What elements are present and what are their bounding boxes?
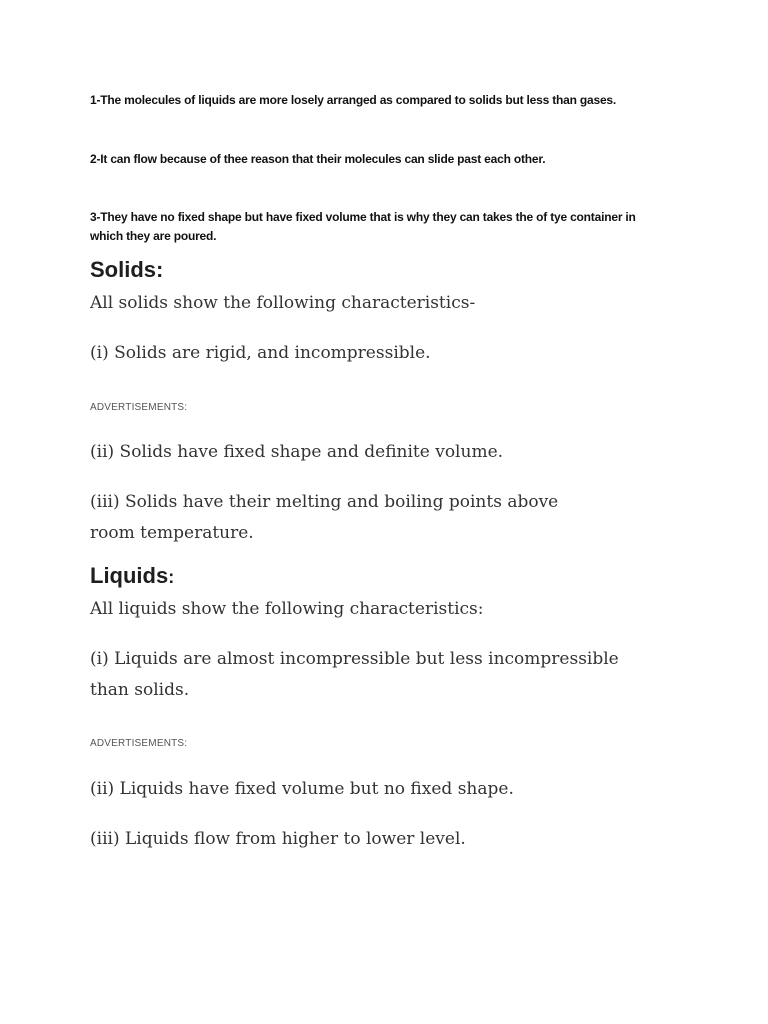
liquids-point-3: (iii) Liquids flow from higher to lower level.: [90, 829, 466, 849]
advertisement-label: ADVERTISEMENTS:: [90, 402, 188, 413]
liquids-point-1: (i) Liquids are almost incompressible but less incompressible than solids.: [90, 649, 619, 700]
note-3: 3-They have no fixed shape but have fixed volume that is why they can takes the of tye container in which they are poured.: [90, 210, 636, 243]
liquids-heading-text: Liquids: [90, 563, 169, 588]
liquids-heading-colon: :: [168, 567, 175, 587]
liquids-point-2: (ii) Liquids have fixed volume but no fixed shape.: [90, 779, 514, 799]
solids-point-2: (ii) Solids have fixed shape and definite volume.: [90, 442, 504, 462]
note-1: 1-The molecules of liquids are more losely arranged as compared to solids but less than gases.: [90, 93, 617, 107]
note-2: 2-It can flow because of thee reason that their molecules can slide past each other.: [90, 152, 546, 166]
solids-intro: All solids show the following characteristics-: [90, 293, 476, 313]
liquids-intro: All liquids show the following characteristics:: [90, 599, 484, 619]
solids-point-1: (i) Solids are rigid, and incompressible.: [90, 343, 431, 363]
solids-point-3: (iii) Solids have their melting and boiling points above room temperature.: [90, 492, 559, 543]
liquids-heading: [90, 562, 174, 591]
solids-heading: Solids:: [90, 257, 164, 282]
advertisement-label: ADVERTISEMENTS:: [90, 738, 188, 749]
